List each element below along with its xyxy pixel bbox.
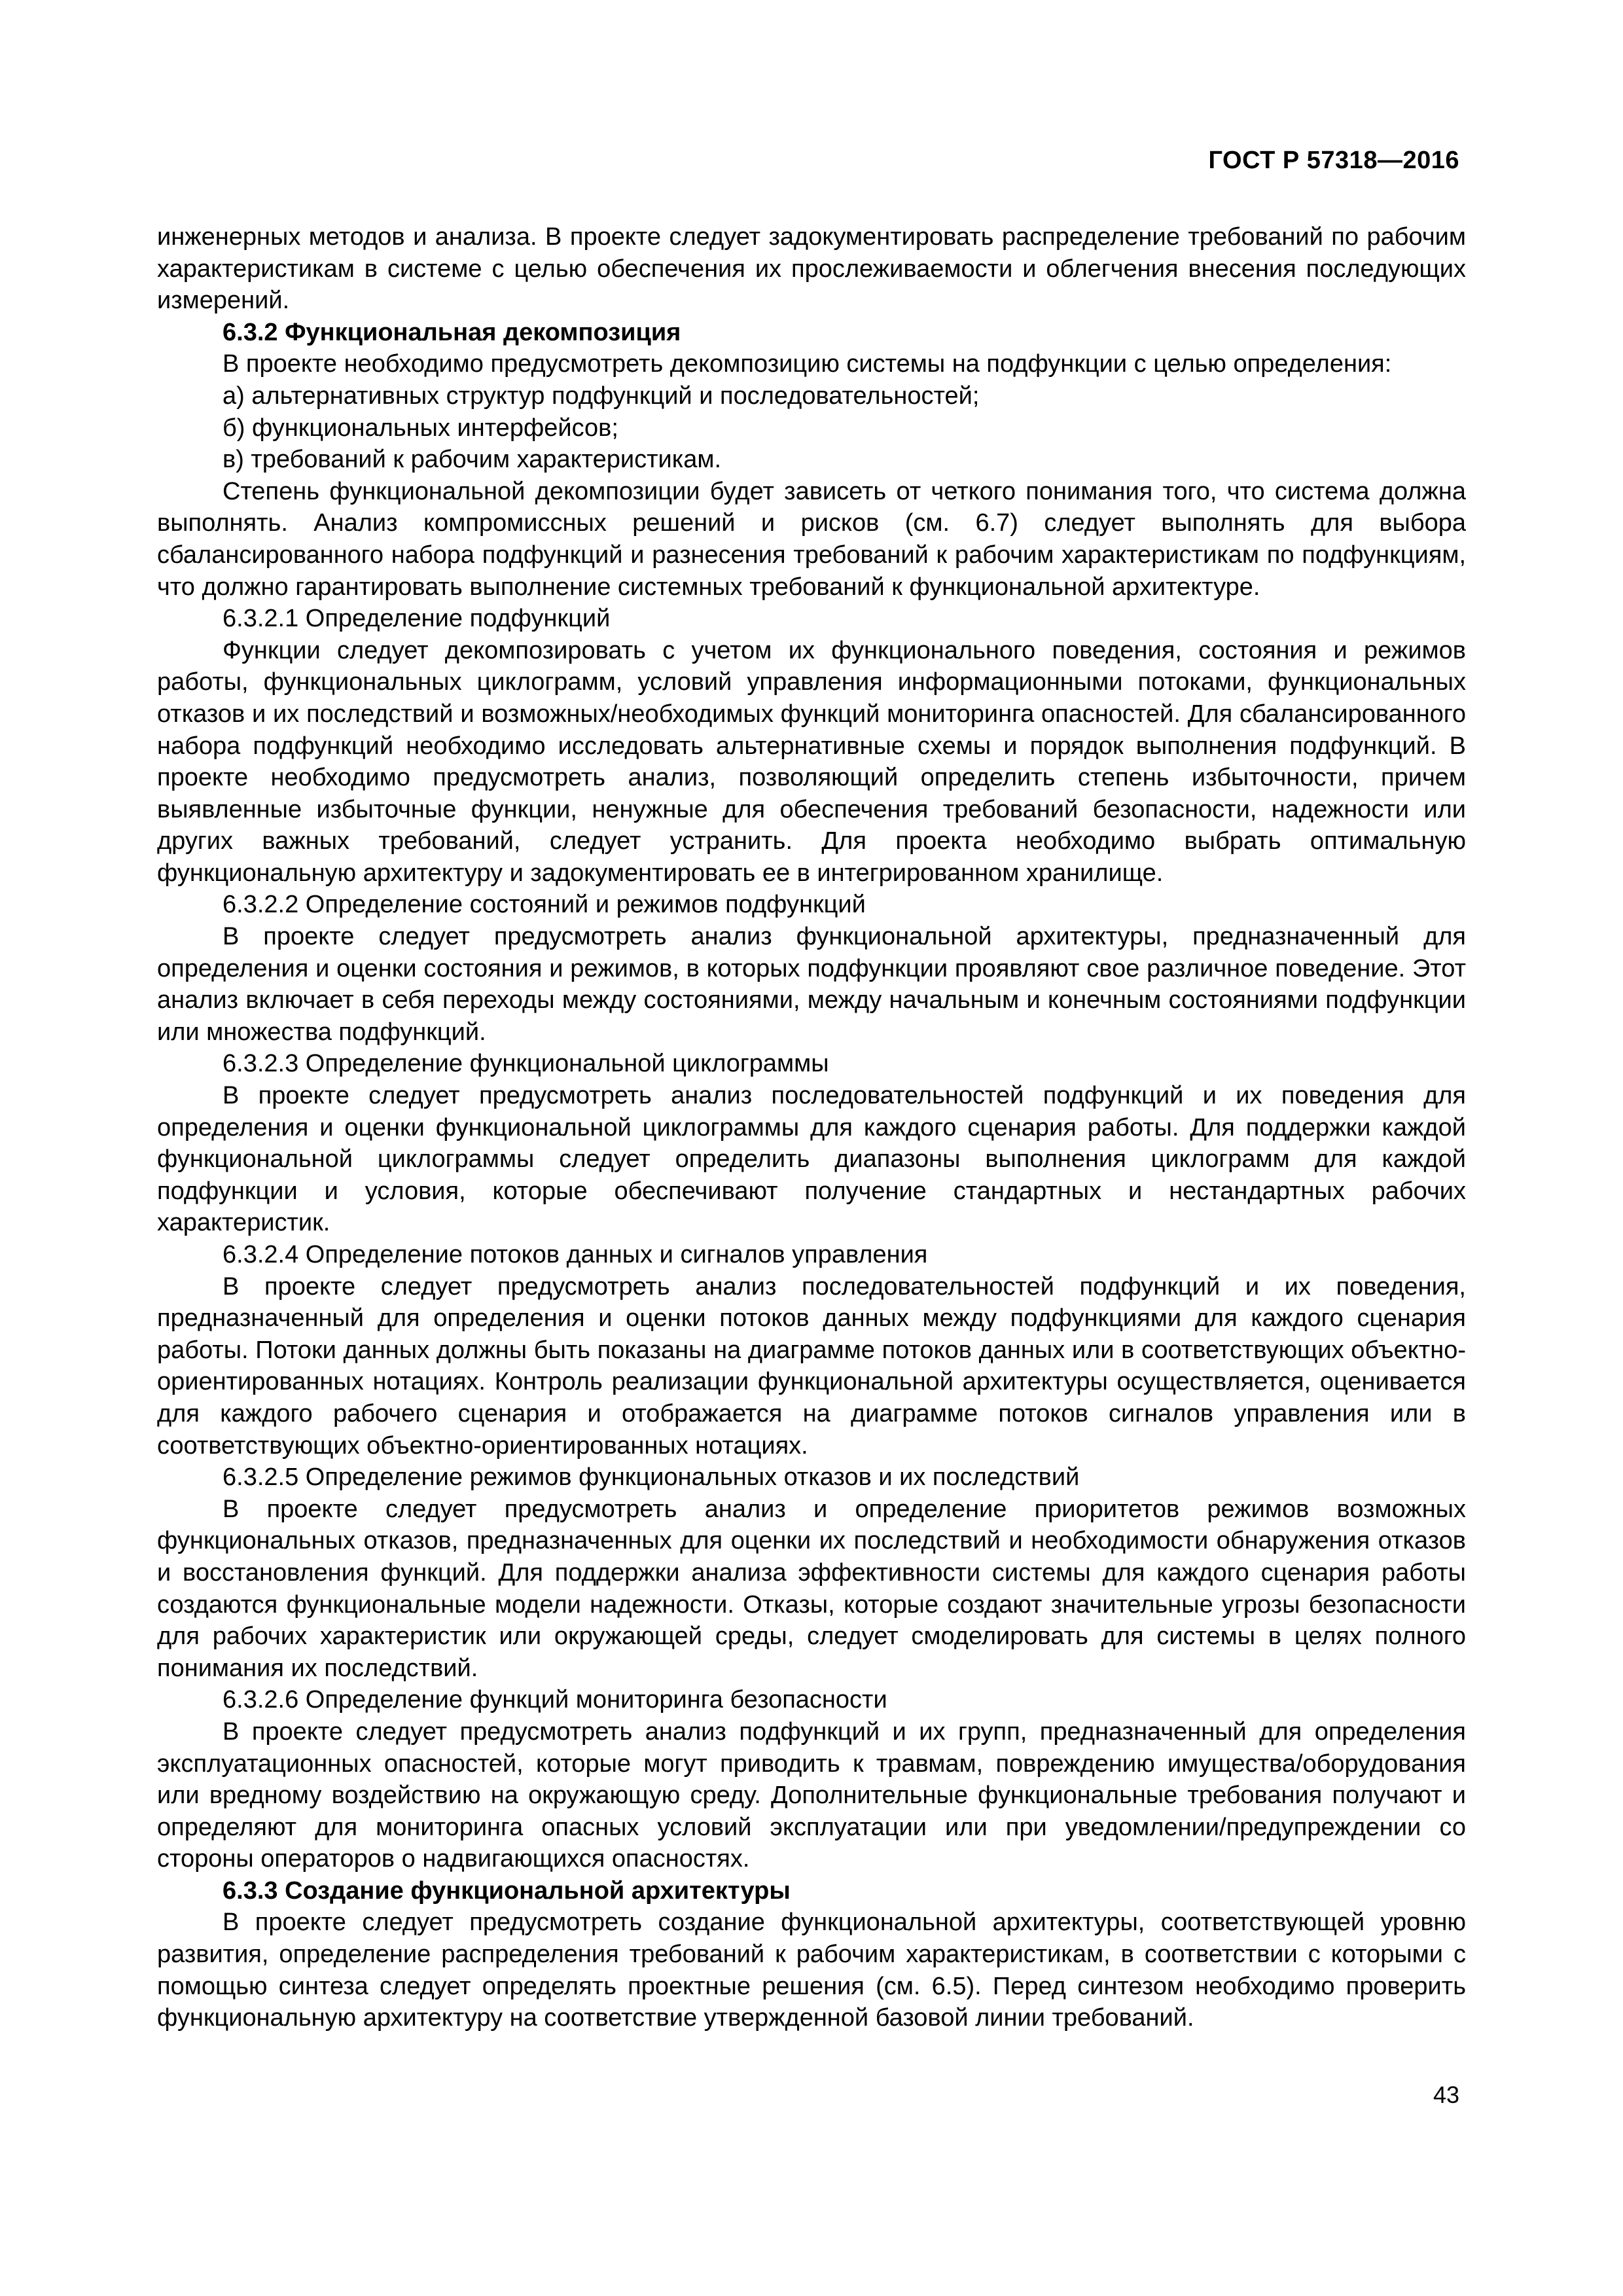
page-number: 43 — [1433, 2081, 1459, 2108]
paragraph: Степень функциональной декомпозиции будет зависеть от четкого понимания того, что система должна выполнять. Анализ компромиссных решений и рисков (см. 6.7) следует выполнять для выбора сбалансированного набора подфункций и разнесения требований к рабочим характеристикам по подфункциям, что должно гарантировать выполнение системных требований к функциональной архитектуре. — [157, 477, 1466, 601]
subsection-heading-6-3-2-5: 6.3.2.5 Определение режимов функциональных отказов и их последствий — [223, 1463, 1080, 1492]
paragraph: В проекте следует предусмотреть анализ и определение приоритетов режимов возможных функциональных отказов, предназначенных для оценки их последствий и необходимости обнаружения отказов и восстановления функций. Для поддержки анализа эффективности системы для каждого сценария работы создаются функциональные модели надежности. Отказы, которые создают значительные угрозы безопасности для рабочих характеристик или окружающей среды, следует смоделировать для системы в целях полного понимания их последствий. — [157, 1495, 1466, 1682]
document-body — [157, 221, 1466, 2034]
subsection-heading-6-3-2-6: 6.3.2.6 Определение функций мониторинга безопасности — [223, 1686, 887, 1714]
subsection-heading-6-3-2-3: 6.3.2.3 Определение функциональной циклограммы — [223, 1050, 829, 1078]
document-standard-header: ГОСТ Р 57318—2016 — [1208, 147, 1459, 174]
paragraph: В проекте следует предусмотреть анализ подфункций и их групп, предназначенный для определения эксплуатационных опасностей, которые могут приводить к травмам, повреждению имущества/оборудования или вредному воздействию на окружающую среду. Дополнительные функциональные требования получают и определяют для мониторинга опасных условий эксплуатации или при уведомлении/предупреждении со стороны операторов о надвигающихся опасностях. — [157, 1717, 1466, 1873]
paragraph: В проекте следует предусмотреть анализ последовательностей подфункций и их поведения, предназначенный для определения и оценки потоков данных между подфункциями для каждого сценария работы. Потоки данных должны быть показаны на диаграмме потоков данных или в соответствующих объектно-ориентированных нотациях. Контроль реализации функциональной архитектуры осуществляется, оценивается для каждого рабочего сценария и отображается на диаграмме потоков сигналов управления или в соответствующих объектно-ориентированных нотациях. — [157, 1272, 1466, 1460]
subsection-heading-6-3-2-4: 6.3.2.4 Определение потоков данных и сигналов управления — [223, 1241, 928, 1268]
paragraph: В проекте необходимо предусмотреть декомпозицию системы на подфункции с целью определения: — [223, 350, 1392, 378]
subsection-heading-6-3-2-2: 6.3.2.2 Определение состояний и режимов подфункций — [223, 891, 866, 919]
list-item: б) функциональных интерфейсов; — [223, 414, 618, 442]
list-item: а) альтернативных структур подфункций и последовательностей; — [223, 382, 980, 410]
subsection-heading-6-3-2-1: 6.3.2.1 Определение подфункций — [223, 605, 611, 633]
paragraph: Функции следует декомпозировать с учетом их функционального поведения, состояния и режимов работы, функциональных циклограмм, условий управления информационными потоками, функциональных отказов и их последствий и возможных/необходимых функций мониторинга опасностей. Для сбалансированного набора подфункций необходимо исследовать альтернативные схемы и порядок выполнения подфункций. В проекте необходимо предусмотреть анализ, позволяющий определить степень избыточности, причем выявленные избыточные функции, ненужные для обеспечения требований безопасности, надежности или других важных требований, следует устранить. Для проекта необходимо выбрать оптимальную функциональную архитектуру и задокументировать ее в интегрированном хранилище. — [157, 636, 1466, 887]
section-heading-6-3-2: 6.3.2 Функциональная декомпозиция — [223, 318, 681, 346]
list-item: в) требований к рабочим характеристикам. — [223, 446, 722, 474]
paragraph: В проекте следует предусмотреть анализ функциональной архитектуры, предназначенный для определения и оценки состояния и режимов, в которых подфункции проявляют свое различное поведение. Этот анализ включает в себя переходы между состояниями, между начальным и конечным состояниями подфункции или множества подфункций. — [157, 923, 1466, 1046]
paragraph: В проекте следует предусмотреть анализ последовательностей подфункций и их поведения для определения и оценки функциональной циклограммы для каждого сценария работы. Для поддержки каждой функциональной циклограммы следует определить диапазоны выполнения циклограмм для каждой подфункции и условия, которые обеспечивают получение стандартных и нестандартных рабочих характеристик. — [157, 1082, 1466, 1237]
paragraph: инженерных методов и анализа. В проекте следует задокументировать распределение требований по рабочим характеристикам в системе с целью обеспечения их прослеживаемости и облегчения внесения последующих измерений. — [157, 223, 1466, 315]
section-heading-6-3-3: 6.3.3 Создание функциональной архитектуры — [223, 1876, 791, 1905]
paragraph: В проекте следует предусмотреть создание функциональной архитектуры, соответствующей уровню развития, определение распределения требований к рабочим характеристикам, в соответствии с которыми с помощью синтеза следует определять проектные решения (см. 6.5). Перед синтезом необходимо проверить функциональную архитектуру на соответствие утвержденной базовой линии требований. — [157, 1909, 1466, 2032]
